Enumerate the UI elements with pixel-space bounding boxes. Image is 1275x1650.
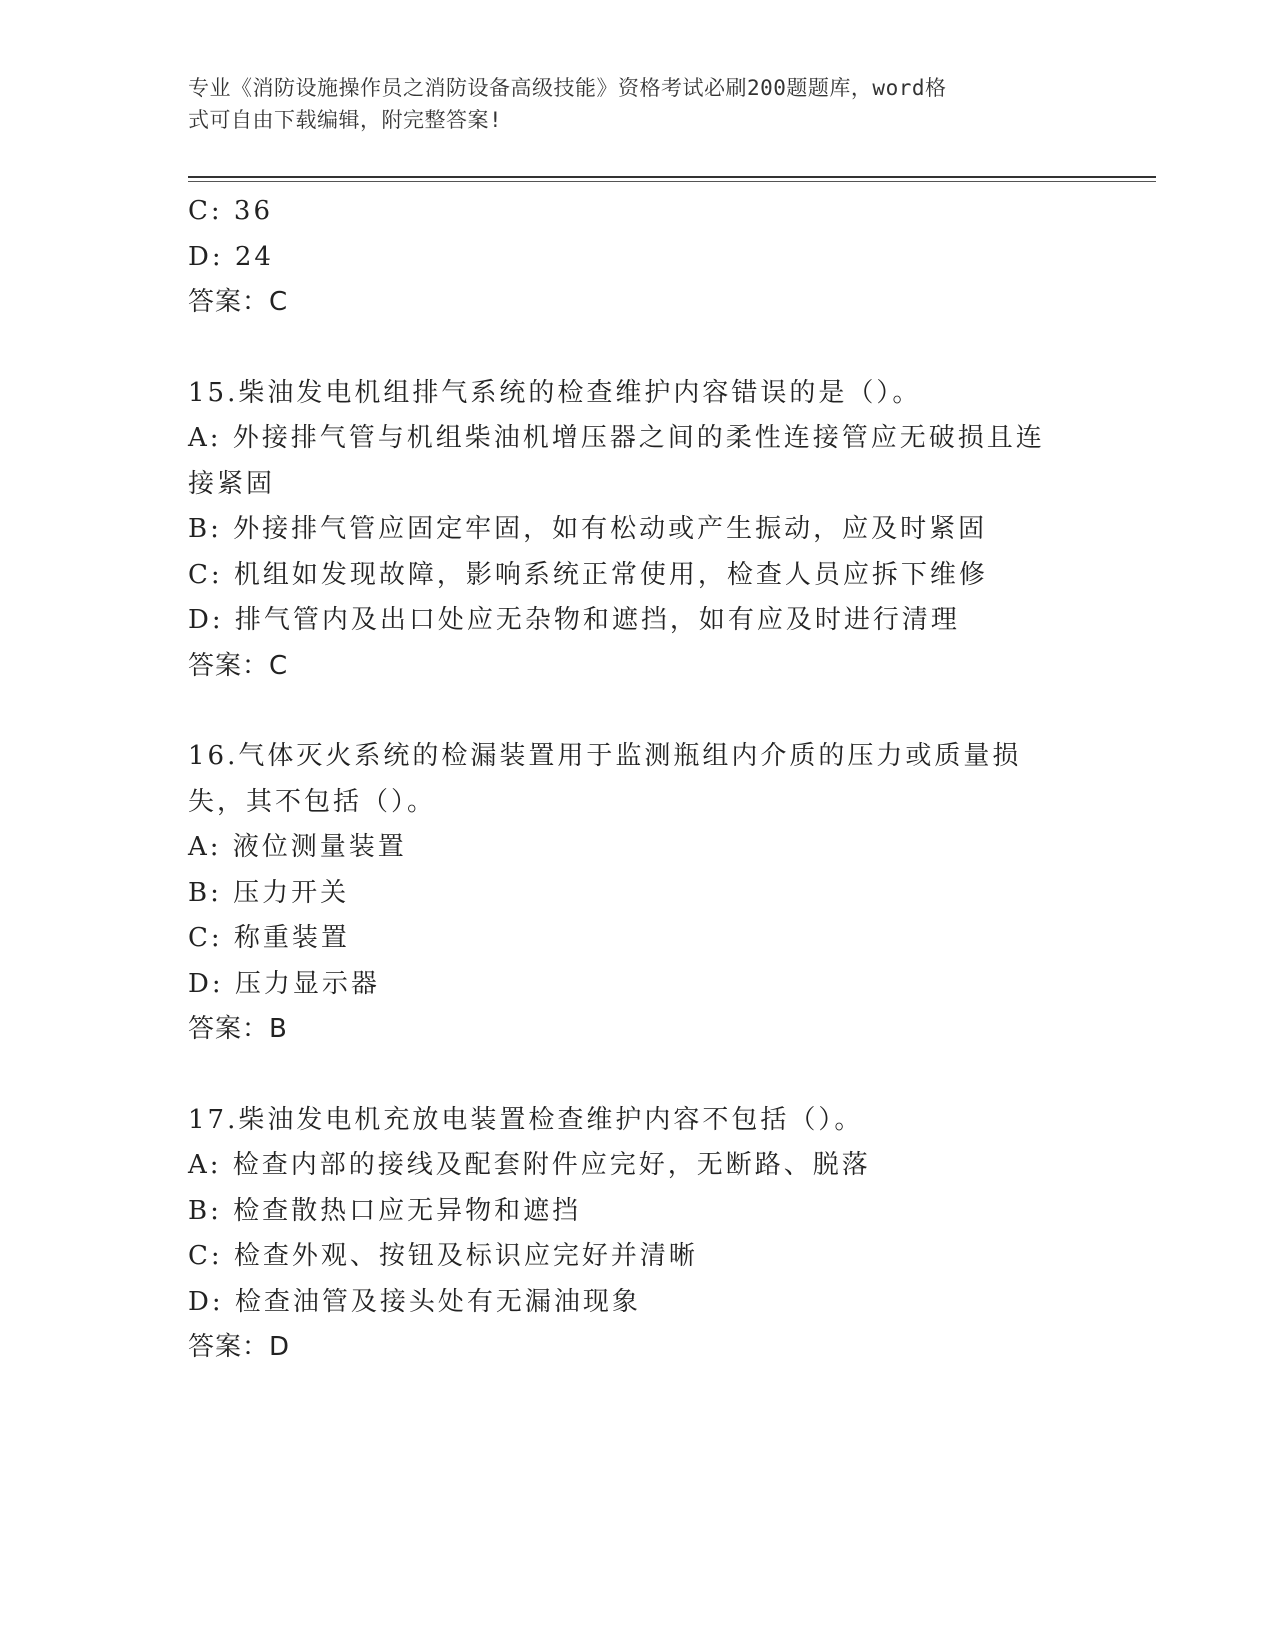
option-b: B: 压力开关: [188, 877, 350, 908]
question-16: [188, 734, 1088, 1053]
document-header: [188, 72, 1068, 136]
option-c: C: 机组如发现故障，影响系统正常使用，检查人员应拆下维修: [188, 559, 988, 590]
header-line-2: 式可自由下载编辑，附完整答案!: [188, 108, 503, 132]
option-a: A: 外接排气管与机组柴油机增压器之间的柔性连接管应无破损且连接紧固: [188, 423, 1045, 499]
option-b: B: 外接排气管应固定牢固，如有松动或产生振动，应及时紧固: [188, 514, 988, 544]
option-d: D: 24: [188, 241, 274, 272]
spacer: [188, 689, 1088, 734]
option-a: A: 液位测量装置: [188, 832, 407, 862]
option-d: D: 检查油管及接头处有无漏油现象: [188, 1286, 641, 1317]
option-b: B: 检查散热口应无异物和遮挡: [188, 1195, 582, 1226]
option-a: A: 检查内部的接线及配套附件应完好，无断路、脱落: [188, 1150, 871, 1180]
answer-line: 答案：D: [188, 1332, 291, 1362]
previous-question-tail: [188, 189, 1088, 326]
question-15: [188, 371, 1088, 690]
option-d: D: 压力显示器: [188, 968, 380, 999]
header-line-1: 专业《消防设施操作员之消防设备高级技能》资格考试必刷200题题库，word格: [188, 76, 947, 100]
option-c: C: 称重装置: [188, 923, 350, 953]
option-d: D: 排气管内及出口处应无杂物和遮挡，如有应及时进行清理: [188, 605, 960, 635]
answer-line: 答案：C: [188, 287, 289, 317]
spacer: [188, 326, 1088, 371]
question-17: [188, 1098, 1088, 1371]
header-divider-thick: [188, 176, 1156, 178]
option-c: C: 检查外观、按钮及标识应完好并清晰: [188, 1241, 698, 1271]
document-body: [188, 189, 1088, 1371]
header-divider-thin: [188, 181, 1156, 182]
option-c: C: 36: [188, 196, 274, 226]
question-stem: 16.气体灭火系统的检漏装置用于监测瓶组内介质的压力或质量损失，其不包括（）。: [188, 741, 1022, 817]
question-stem: 17.柴油发电机充放电装置检查维护内容不包括（）。: [188, 1104, 864, 1135]
answer-line: 答案：B: [188, 1014, 288, 1044]
question-stem: 15.柴油发电机组排气系统的检查维护内容错误的是（）。: [188, 377, 922, 408]
spacer: [188, 1053, 1088, 1098]
answer-line: 答案：C: [188, 650, 289, 681]
